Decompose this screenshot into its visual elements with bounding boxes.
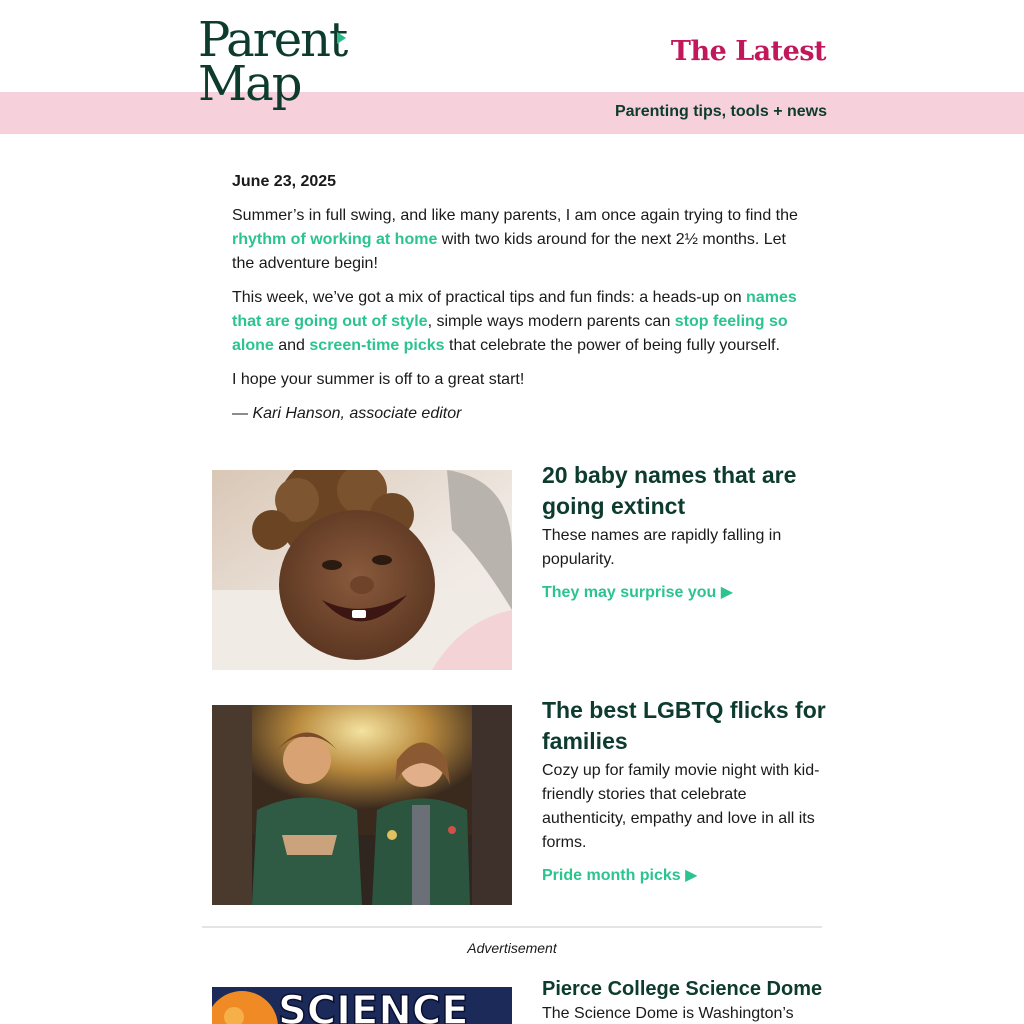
ad-image-science-dome[interactable] <box>212 987 512 1024</box>
ad-title[interactable]: Pierce College Science Dome <box>542 978 823 1000</box>
article-text <box>542 460 827 602</box>
article-image-movie[interactable] <box>212 705 512 905</box>
link-screen-time-picks[interactable]: screen-time picks <box>309 337 445 354</box>
article-image-baby[interactable] <box>212 470 512 670</box>
baby-photo-icon <box>212 470 512 670</box>
intro-text: , simple ways modern parents can <box>427 313 675 330</box>
header <box>0 0 1024 92</box>
intro-text: Summer’s in full swing, and like many parents, I am once again trying to find the <box>232 207 798 224</box>
link-stop-feeling-alone[interactable]: stop feeling so alone <box>232 313 788 354</box>
movie-still-icon <box>212 705 512 905</box>
tagline: Parenting tips, tools + news <box>614 103 827 120</box>
article-description: Cozy up for family movie night with kid-friendly stories that celebrate authenticity, empathy and love in all its forms. <box>542 762 820 851</box>
intro-text: and <box>273 337 310 354</box>
parentmap-logo[interactable] <box>198 12 358 122</box>
editor-signature: — Kari Hanson, associate editor <box>232 405 462 422</box>
section-title: The Latest <box>670 36 826 67</box>
play-icon <box>337 32 346 44</box>
intro-letter <box>232 170 802 436</box>
article-title[interactable]: 20 baby names that are going extinct <box>542 462 797 519</box>
science-banner-icon <box>212 987 512 1024</box>
ad-divider <box>202 926 822 928</box>
intro-text: This week, we’ve got a mix of practical tips and fun finds: a heads-up on <box>232 289 747 306</box>
issue-date: June 23, 2025 <box>232 173 337 190</box>
link-rhythm-working-at-home[interactable]: rhythm of working at home <box>232 231 438 248</box>
link-names-out-of-style[interactable]: names that are going out of style <box>232 289 797 330</box>
intro-text: that celebrate the power of being fully yourself. <box>444 337 780 354</box>
logo-line-parent: Parent <box>198 12 347 68</box>
ad-text <box>542 976 827 1024</box>
ad-description: The Science Dome is Washington’s <box>542 1005 794 1022</box>
tagline-band <box>0 92 1024 134</box>
article-title[interactable]: The best LGBTQ flicks for families <box>542 697 826 754</box>
article-description: These names are rapidly falling in popularity. <box>542 527 782 568</box>
intro-paragraph-1 <box>232 204 802 276</box>
ad-label: Advertisement <box>467 940 557 956</box>
intro-text: with two kids around for the next 2½ months. Let the adventure begin! <box>232 231 786 272</box>
article-text <box>542 695 827 885</box>
ad-image-text: SCIENCE <box>278 988 469 1024</box>
article-cta-link[interactable]: They may surprise you ▶ <box>542 584 734 601</box>
article-cta-link[interactable]: Pride month picks ▶ <box>542 867 698 884</box>
intro-paragraph-2 <box>232 286 802 358</box>
logo-line-map: Map <box>198 56 301 112</box>
intro-paragraph-3: I hope your summer is off to a great start! <box>232 371 525 388</box>
